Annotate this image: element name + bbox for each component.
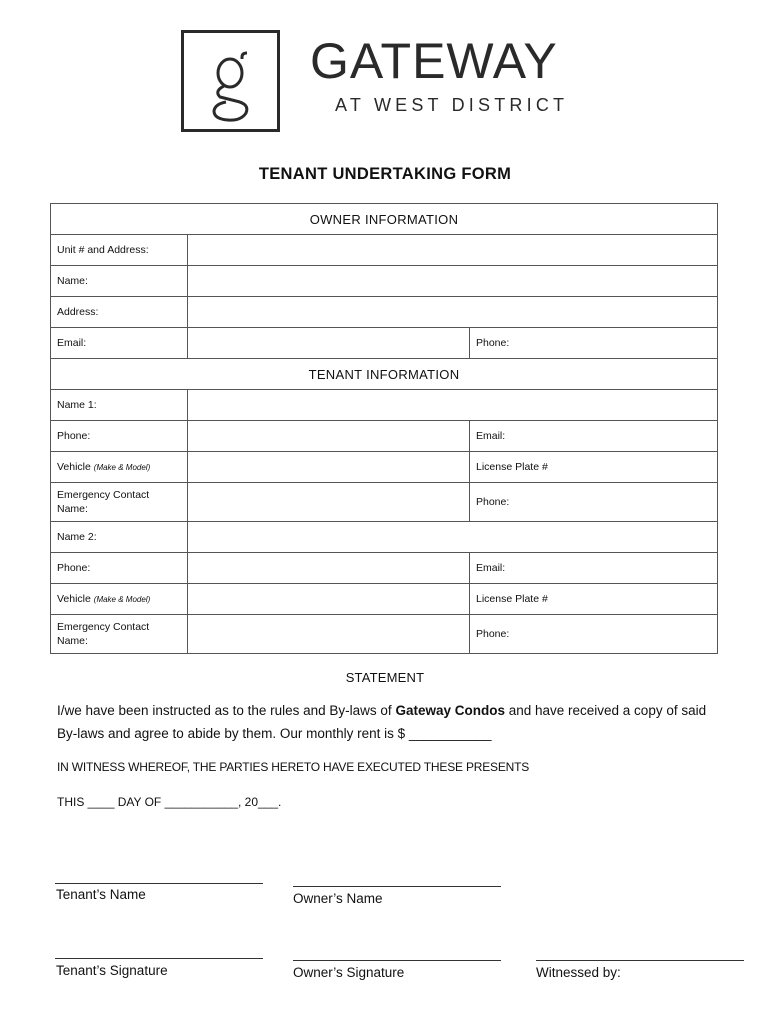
owner-phone-label: Phone: [476,337,510,349]
tenant2-phone-field[interactable] [188,553,470,584]
tenant1-name-label: Name 1: [51,390,188,421]
tenant2-emergency-label [51,615,188,654]
statement-text [57,699,717,745]
tenant2-emergency-phone-field[interactable] [470,615,718,654]
tenant2-vehicle-field[interactable] [188,584,470,615]
owner-address-label: Address: [51,297,188,328]
tenant2-plate-field[interactable] [470,584,718,615]
statement-part1: I/we have been instructed as to the rules and By-laws of [57,703,396,718]
unit-address-label: Unit # and Address: [51,235,188,266]
owner-email-label: Email: [51,328,188,359]
tenant1-vehicle-text: Vehicle [57,461,91,473]
statement-part2: and have received a copy of said By-laws and agree to abide by them. Our monthly rent is $ ___________ [57,703,707,741]
tenant2-name-field[interactable] [188,522,718,553]
tenant-section-heading: TENANT INFORMATION [51,359,718,390]
tenant1-emergency-phone-field[interactable] [470,483,718,522]
tenant2-phone-label: Phone: [51,553,188,584]
brand-name: GATEWAY [310,33,558,89]
tenant2-emergency-field[interactable] [188,615,470,654]
form-title: TENANT UNDERTAKING FORM [258,165,512,183]
tenant1-emergency-line2: Name: [57,503,88,515]
owner-signature-line[interactable] [293,960,501,961]
owner-section-heading: OWNER INFORMATION [51,204,718,235]
owner-phone-field[interactable] [470,328,718,359]
tenant1-emergency-label [51,483,188,522]
tenant-form-table [50,203,718,654]
owner-name-label: Owner’s Name [293,891,383,906]
date-line: THIS ____ DAY OF ___________, 20___. [57,795,282,809]
tenant1-email-label: Email: [476,430,506,442]
tenant1-emergency-line1: Emergency Contact [57,489,150,501]
tenant1-vehicle-field[interactable] [188,452,470,483]
owner-name-field[interactable] [188,266,718,297]
tenant1-vehicle-hint: (Make & Model) [93,463,151,472]
tenant-signature-label: Tenant’s Signature [56,963,168,978]
tenant2-email-label: Email: [476,562,506,574]
tenant2-emergency-line2: Name: [57,635,88,647]
tenant2-vehicle-label [51,584,188,615]
tenant1-phone-field[interactable] [188,421,470,452]
owner-name-line[interactable] [293,886,501,887]
tenant-name-label: Tenant’s Name [56,887,146,902]
logo-mark [181,30,280,132]
tenant2-plate-label: License Plate # [476,593,548,605]
witness-signature-line[interactable] [536,960,744,961]
tenant1-vehicle-label [51,452,188,483]
tenant2-email-field[interactable] [470,553,718,584]
company-name: Gateway Condos [395,703,505,718]
tenant-name-line[interactable] [55,883,263,884]
tenant2-emergency-phone-label: Phone: [476,628,510,640]
letter-g-logo-icon [184,33,277,129]
tenant2-vehicle-hint: (Make & Model) [93,595,151,604]
tenant2-name-label: Name 2: [51,522,188,553]
brand-subtitle: AT WEST DISTRICT [335,95,569,115]
tenant1-emergency-phone-label: Phone: [476,496,510,508]
owner-signature-label: Owner’s Signature [293,965,405,980]
tenant1-plate-label: License Plate # [476,461,548,473]
statement-heading: STATEMENT [345,670,425,685]
tenant2-vehicle-text: Vehicle [57,593,91,605]
tenant1-emergency-field[interactable] [188,483,470,522]
tenant1-phone-label: Phone: [51,421,188,452]
tenant2-emergency-line1: Emergency Contact [57,621,150,633]
owner-name-label: Name: [51,266,188,297]
witness-clause: IN WITNESS WHEREOF, THE PARTIES HERETO HAVE EXECUTED THESE PRESENTS [57,760,530,774]
tenant1-email-field[interactable] [470,421,718,452]
owner-email-field[interactable] [188,328,470,359]
tenant1-plate-field[interactable] [470,452,718,483]
tenant-signature-line[interactable] [55,958,263,959]
tenant1-name-field[interactable] [188,390,718,421]
owner-address-field[interactable] [188,297,718,328]
witnessed-by-label: Witnessed by: [536,965,621,980]
unit-address-field[interactable] [188,235,718,266]
